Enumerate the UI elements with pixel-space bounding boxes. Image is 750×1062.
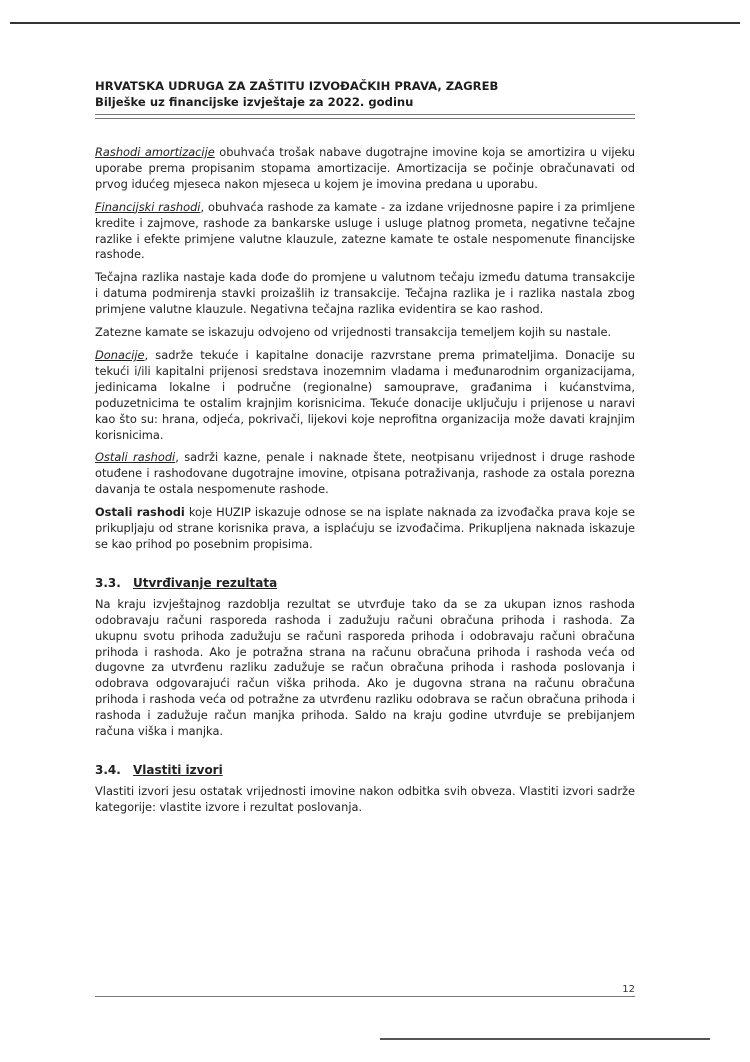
paragraph-ostali-rashodi (95, 450, 635, 498)
section-heading-3-3 (95, 575, 635, 591)
paragraph-text: obuhvaća trošak nabave dugotrajne imovine koja se amortizira u vijeku uporabe prema propisanim stopama amortizacije. Amortizacija se počinje obračunavati od prvog idućeg mjeseca nakon mjeseca u kojem je imovina predana u uporabu. (95, 145, 636, 191)
term-ostali-rashodi: Ostali rashodi (95, 450, 176, 465)
section-3-3-text: Na kraju izvještajnog razdoblja rezultat se utvrđuje tako da se za ukupan iznos rashoda odobravaju računi rasporeda rashoda i zadužuju računi obračuna prihoda i rashoda. Za ukupnu svotu prihoda zadužuju se računi rasporeda prihoda i odobravaju računi obračuna prihoda i rashoda. Ako je potražna strana na računu obračuna prihoda i rashoda veća od dugovne za utvrđenu razliku zadužuje se račun obračuna prihoda i rashoda poslovanja i odobrava odgovarajući račun viška prihoda. Ako je dugovna strana na računu obračuna prihoda i rashoda veća od potražne za utvrđenu razliku odobrava se račun obračuna prihoda i rashoda i zadužuje račun manjka prihoda. Saldo na kraju godine utvrđuje se prebijanjem računa viška i manjka. (95, 596, 635, 739)
paragraph-tecajna-razlika: Tečajna razlika nastaje kada dođe do promjene u valutnom tečaju između datuma transakcije i datuma podmirenja stavki proizašlih iz transakcije. Tečajna razlika je i razlika nastala zbog primjene valutne klauzule. Negativna tečajna razlika evidentira se kao rashod. (95, 270, 635, 317)
document-subtitle: Bilješke uz financijske izvještaje za 2022. godinu (95, 95, 414, 109)
section-title: Utvrđivanje rezultata (133, 575, 278, 590)
paragraph-text: koje HUZIP iskazuje odnose se na isplate naknada za izvođačka prava koje se prikupljaju od strane korisnika prava, a isplaćuju se izvođačima. Prikupljena naknada iskazuje se kao prihod po posebnim propisima. (95, 505, 635, 551)
section-number: 3.4. (95, 763, 121, 777)
paragraph-amortizacija (95, 145, 635, 193)
document-body (95, 145, 635, 823)
paragraph-donacije (95, 348, 635, 443)
term-ostali-rashodi-bold: Ostali rashodi (95, 505, 185, 520)
header-rule-bottom (95, 118, 635, 119)
page-bottom-line (380, 1038, 710, 1040)
section-heading-3-4 (95, 762, 635, 778)
paragraph-zatezne-kamate: Zatezne kamate se iskazuju odvojeno od vrijednosti transakcija temeljem kojih su nastale. (95, 325, 612, 340)
document-header (95, 78, 635, 110)
term-donacije: Donacije (95, 347, 145, 362)
page-number: 12 (622, 984, 635, 995)
header-rule-top (95, 114, 635, 115)
paragraph-text: , obuhvaća rashode za kamate - za izdane vrijednosne papire i za primljene kredite i zajmove, rashode za bankarske usluge i usluge platnog prometa, negativne tečajne razlike i efekte primjene valutne klauzule, zatezne kamate te ostale nespomenute financijske rashode. (95, 199, 635, 262)
footer-rule (95, 996, 635, 997)
section-number: 3.3. (95, 575, 121, 590)
paragraph-text: , sadrže tekuće i kapitalne donacije razvrstane prema primateljima. Donacije su tekući i/ili kapitalni prijenosi sredstava inozemnim vladama i međunarodnim organizacijama, jedinicama lokalne i područne (regionalne) samouprave, građanima i kućanstvima, poduzetnicima te ostalim krajnjim korisnicima. Tekuće donacije uključuju i prijenose u naravi kao što su: hrana, odjeća, pokrivači, lijekovi koje neprofitna organizacija može davati krajnjim korisnicima. (95, 347, 635, 442)
page-top-line (10, 22, 740, 24)
section-3-4-text: Vlastiti izvori jesu ostatak vrijednosti imovine nakon odbitka svih obveza. Vlastiti izvori sadrže kategorije: vlastite izvore i rezultat poslovanja. (95, 784, 635, 814)
organization-title: HRVATSKA UDRUGA ZA ZAŠTITU IZVOĐAČKIH PRAVA, ZAGREB (95, 79, 499, 93)
term-financijski-rashodi: Financijski rashodi (95, 199, 201, 214)
term-rashodi-amortizacije: Rashodi amortizacije (95, 145, 215, 159)
paragraph-text: , sadrži kazne, penale i naknade štete, neotpisanu vrijednost i druge rashode otuđene i rashodovane dugotrajne imovine, otpisana potraživanja, rashode za ostala porezna davanja te ostala nespomenute rashode. (95, 450, 635, 497)
paragraph-financijski (95, 200, 635, 264)
section-title: Vlastiti izvori (133, 763, 223, 777)
paragraph-ostali-rashodi-huzip (95, 505, 635, 553)
